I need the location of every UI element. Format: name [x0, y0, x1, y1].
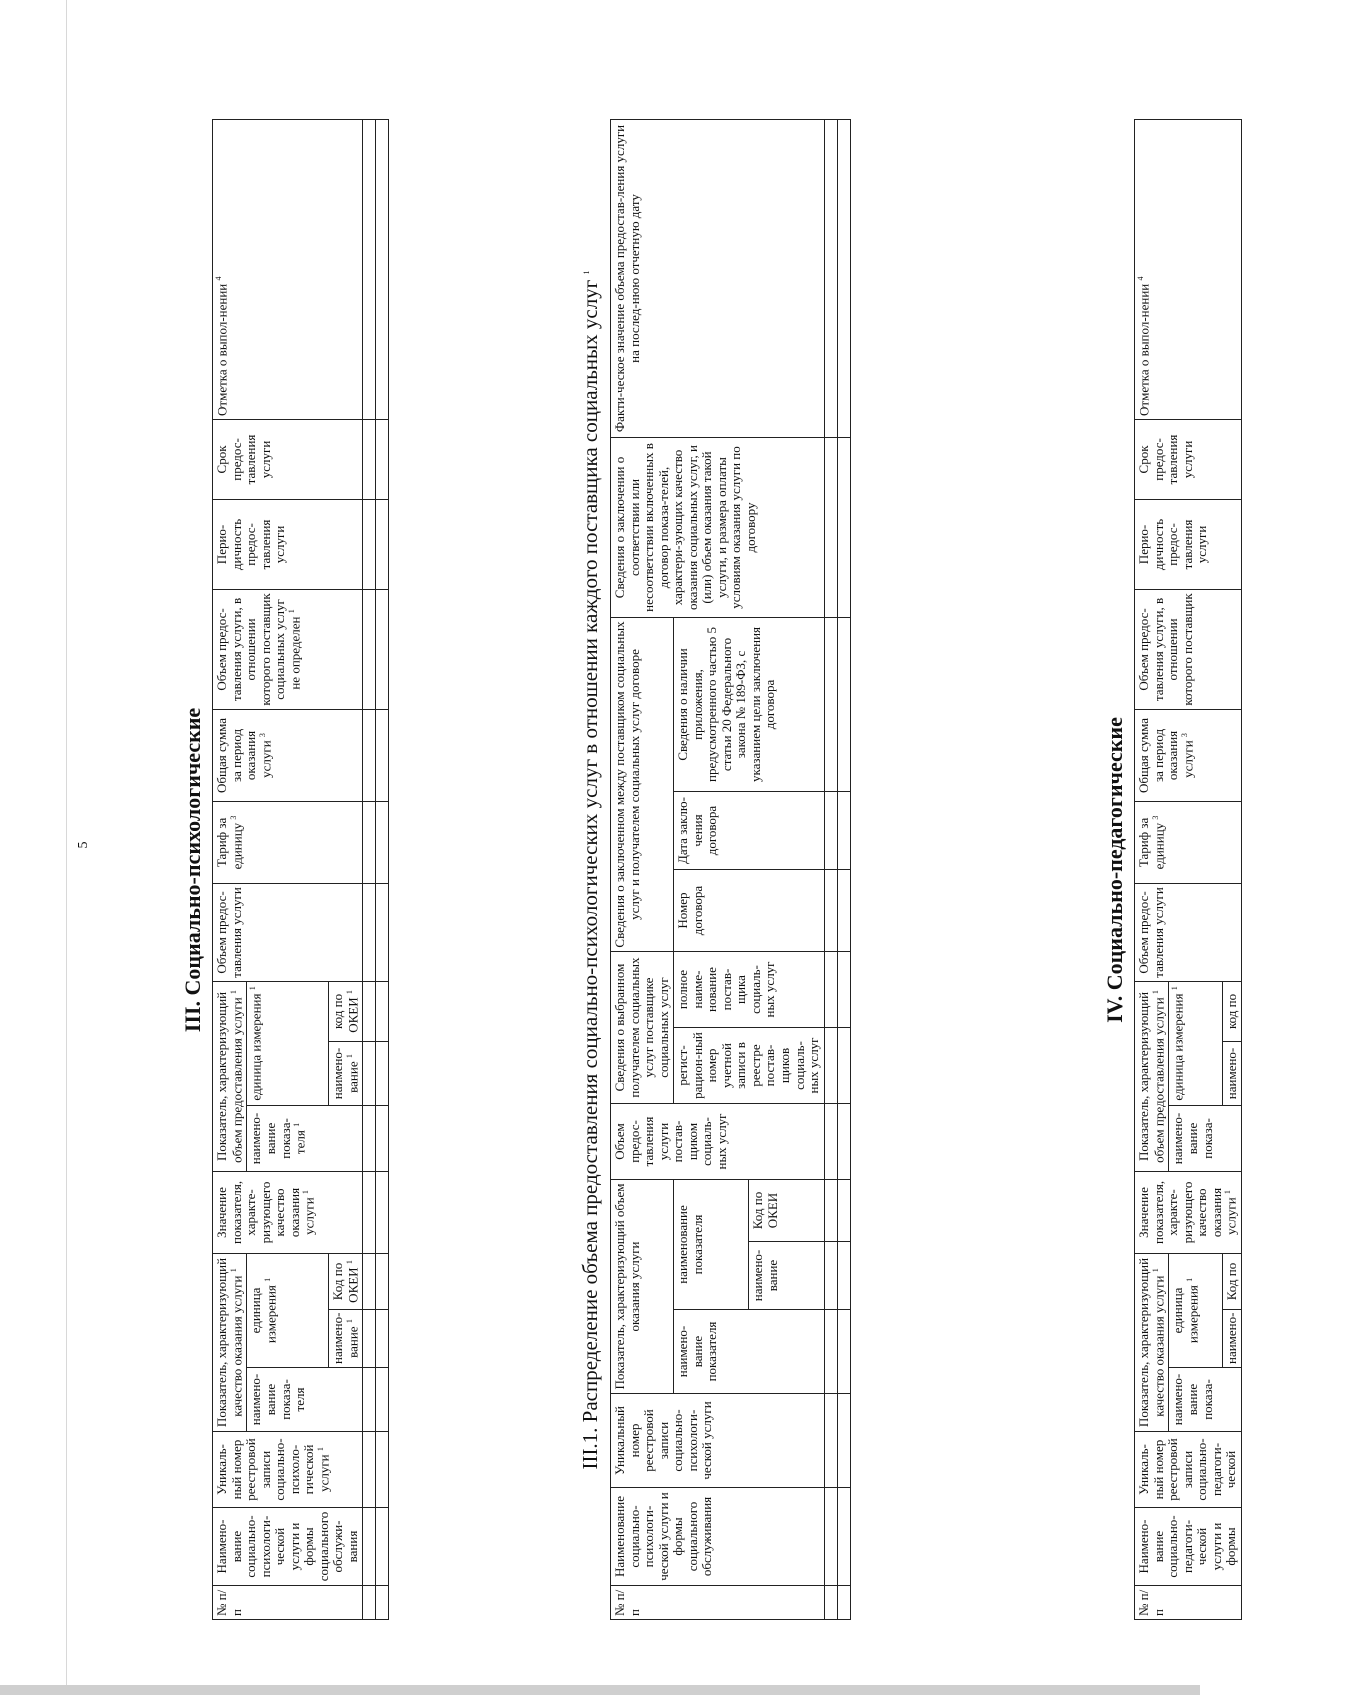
s3-header-quality-group: Показатель, характеризующий качество оказания услуги $^1$	[213, 1253, 247, 1431]
s4-header-num: № п/п	[1135, 1586, 1242, 1620]
s4-header-total: Общая сумма за период оказания услуги $^3$	[1135, 709, 1242, 801]
s4-header-quality-ind-name: наимено-вание показа-	[1169, 1368, 1242, 1432]
s31-header-contract-num: Номер договора	[674, 870, 824, 952]
s4-header-term: Срок предос-тавления услуги	[1135, 419, 1242, 499]
s3-header-tariff: Тариф за единицу $^3$	[213, 801, 363, 883]
s3-header-quality-unit-group: единица измерения $^1$	[247, 1253, 329, 1367]
s31-header-num: № п/п	[611, 1586, 825, 1620]
table-row	[824, 119, 837, 1619]
s31-header-vol-ind-name: наимено-вание показателя	[674, 1310, 824, 1394]
s4-header-name: Наимено-вание социально-педагоги-ческой услуги и формы	[1135, 1508, 1242, 1586]
s31-header-actual: Факти-ческое значение объема предостав-ления услуги на послед-нюю отчетную дату	[611, 119, 825, 437]
s4-header-volume-unit-code: код по	[1222, 981, 1242, 1041]
s3-header-volume-ind-name: наимено-вание показа-теля $^1$	[247, 1105, 363, 1171]
s4-header-volume-unit-group: единица измерения $^1$	[1169, 981, 1222, 1105]
s4-header-periodicity: Перио-дичность предос-тавления услуги	[1135, 499, 1242, 589]
s3-header-unique: Уникаль-ный номер реестровой записи социально-психоло-гической услуги $^1$	[213, 1432, 363, 1508]
s3-header-quality-unit-code: Код по ОКЕИ $^1$	[329, 1253, 363, 1309]
s4-header-quality-unit-code: Код по	[1222, 1253, 1242, 1309]
s31-header-chosen-group: Сведения о выбранном получателем социальных услуг поставщике социальных услуг	[611, 952, 674, 1104]
s4-header-volume: Объем предос-тавления услуги	[1135, 883, 1242, 981]
s31-header-conclusion: Сведения о заключении о соответствии или несоответствии включенных в договор показа-телей, характери-зующих качество оказания социальных услуг, и (или) объем оказания такой услуги, и размера оплаты условиям оказания услуги по договору	[611, 437, 825, 617]
rotated-sheet	[150, 100, 1360, 1640]
s3-header-quality-unit-name: наимено-вание $^1$	[329, 1310, 363, 1368]
s4-header-quality-unit-group: единица измерения $^1$	[1169, 1253, 1222, 1367]
s4-header-unique: Уникаль-ный номер реестровой записи социально-педагоги-ческой	[1135, 1432, 1242, 1508]
s4-header-quality-value: Значение показателя, характе-ризующего качество оказания услуги $^1$	[1135, 1171, 1242, 1253]
s4-header-volume-unit-name: наимено-	[1222, 1041, 1242, 1105]
s3-header-volume: Объем предос-тавления услуги	[213, 883, 363, 981]
s3-header-volume-unit-group: единица измерения $^1$	[247, 981, 329, 1105]
s3-header-mark: Отметка о выпол-нении $^4$	[213, 119, 363, 419]
table-row	[837, 119, 850, 1619]
scan-edge-line	[66, 0, 67, 1685]
s3-header-term: Срок предос-тавления услуги	[213, 419, 363, 499]
bottom-scan-bar	[0, 1685, 1200, 1695]
section-4-table	[1134, 119, 1242, 1620]
page-number: 5	[76, 841, 91, 849]
section-3-table	[212, 119, 389, 1620]
section-4-title: IV. Социально-педагогические	[1102, 717, 1127, 1023]
section-3-1-title: III.1. Распределение объема предоставления социально-психологических услуг в отношении каждого поставщика социальных услуг $^1$	[578, 270, 602, 1470]
s31-header-appendix: Сведения о наличии приложения, предусмотренного частью 5 статьи 20 Федерального закона № 189-ФЗ, с указанием цели заключения договора	[674, 617, 824, 791]
s4-header-tariff: Тариф за единицу $^3$	[1135, 801, 1242, 883]
section-3-title: III. Социально-психологические	[180, 707, 205, 1033]
s31-header-vol-code: Код по ОКЕИ	[749, 1180, 824, 1242]
s4-header-volume-undef: Объем предос-тавления услуги, в отношении которого поставщик	[1135, 589, 1242, 709]
s31-header-contract-group: Сведения о заключенном между поставщиком социальных услуг и получателем социальных услуг договоре	[611, 617, 674, 951]
s3-header-volume-unit-name: наимено-вание $^1$	[329, 1041, 363, 1105]
s31-header-full-name: полное наиме-нование постав-щика социаль-ных услуг	[674, 952, 824, 1028]
s31-header-unique: Уникальный номер реестровой записи социально-психологи-ческой услуги	[611, 1394, 825, 1488]
s31-header-vol-group: Показатель, характеризующий объем оказания услуги	[611, 1180, 674, 1394]
s4-header-quality-group: Показатель, характеризующий качество оказания услуги $^1$	[1135, 1253, 1169, 1431]
s3-header-quality-ind-name: наимено-вание показа-теля	[247, 1368, 363, 1432]
s3-header-volume-group: Показатель, характеризующий объем предоставления услуги $^1$	[213, 981, 247, 1171]
table-row	[363, 119, 376, 1619]
s3-header-volume-undef: Объем предос-тавления услуги, в отношении которого поставщик социальных услуг не определен $^1$	[213, 589, 363, 709]
s31-header-vol-provided: Объем предос-тавления услуги постав-щиком социаль-ных услуг	[611, 1104, 825, 1180]
s31-header-name: Наименование социально-психологи-ческой услуги и формы социального обслуживания	[611, 1488, 825, 1586]
s4-header-volume-ind-name: наимено-вание показа-	[1169, 1105, 1242, 1171]
s4-header-volume-group: Показатель, характеризующий объем предоставления услуги $^1$	[1135, 981, 1169, 1171]
s31-header-contract-date: Дата заклю-чения договора	[674, 792, 824, 870]
s3-header-volume-unit-code: код по ОКЕИ $^1$	[329, 981, 363, 1041]
s31-header-vol-ind-group: наименование показателя	[674, 1180, 749, 1310]
s4-header-mark: Отметка о выпол-нении $^4$	[1135, 119, 1242, 419]
s3-header-name: Наимено-вание социально-психологи-ческой услуги и формы социального обслужи-вания	[213, 1508, 363, 1586]
table-row	[376, 119, 389, 1619]
s3-header-quality-value: Значение показателя, характе-ризующего качество оказания услуги $^1$	[213, 1171, 363, 1253]
s3-header-periodicity: Перио-дичность предос-тавления услуги	[213, 499, 363, 589]
s31-header-reg-num: регист-рацион-ный номер учетной записи в реестре постав-щиков социаль-ных услуг	[674, 1028, 824, 1104]
s3-header-total: Общая сумма за период оказания услуги $^3$	[213, 709, 363, 801]
s31-header-vol-name: наимено-вание	[749, 1242, 824, 1310]
section-3-1-table	[610, 119, 851, 1620]
s3-header-num: № п/п	[213, 1586, 363, 1620]
s4-header-quality-unit-name: наимено-	[1222, 1310, 1242, 1368]
